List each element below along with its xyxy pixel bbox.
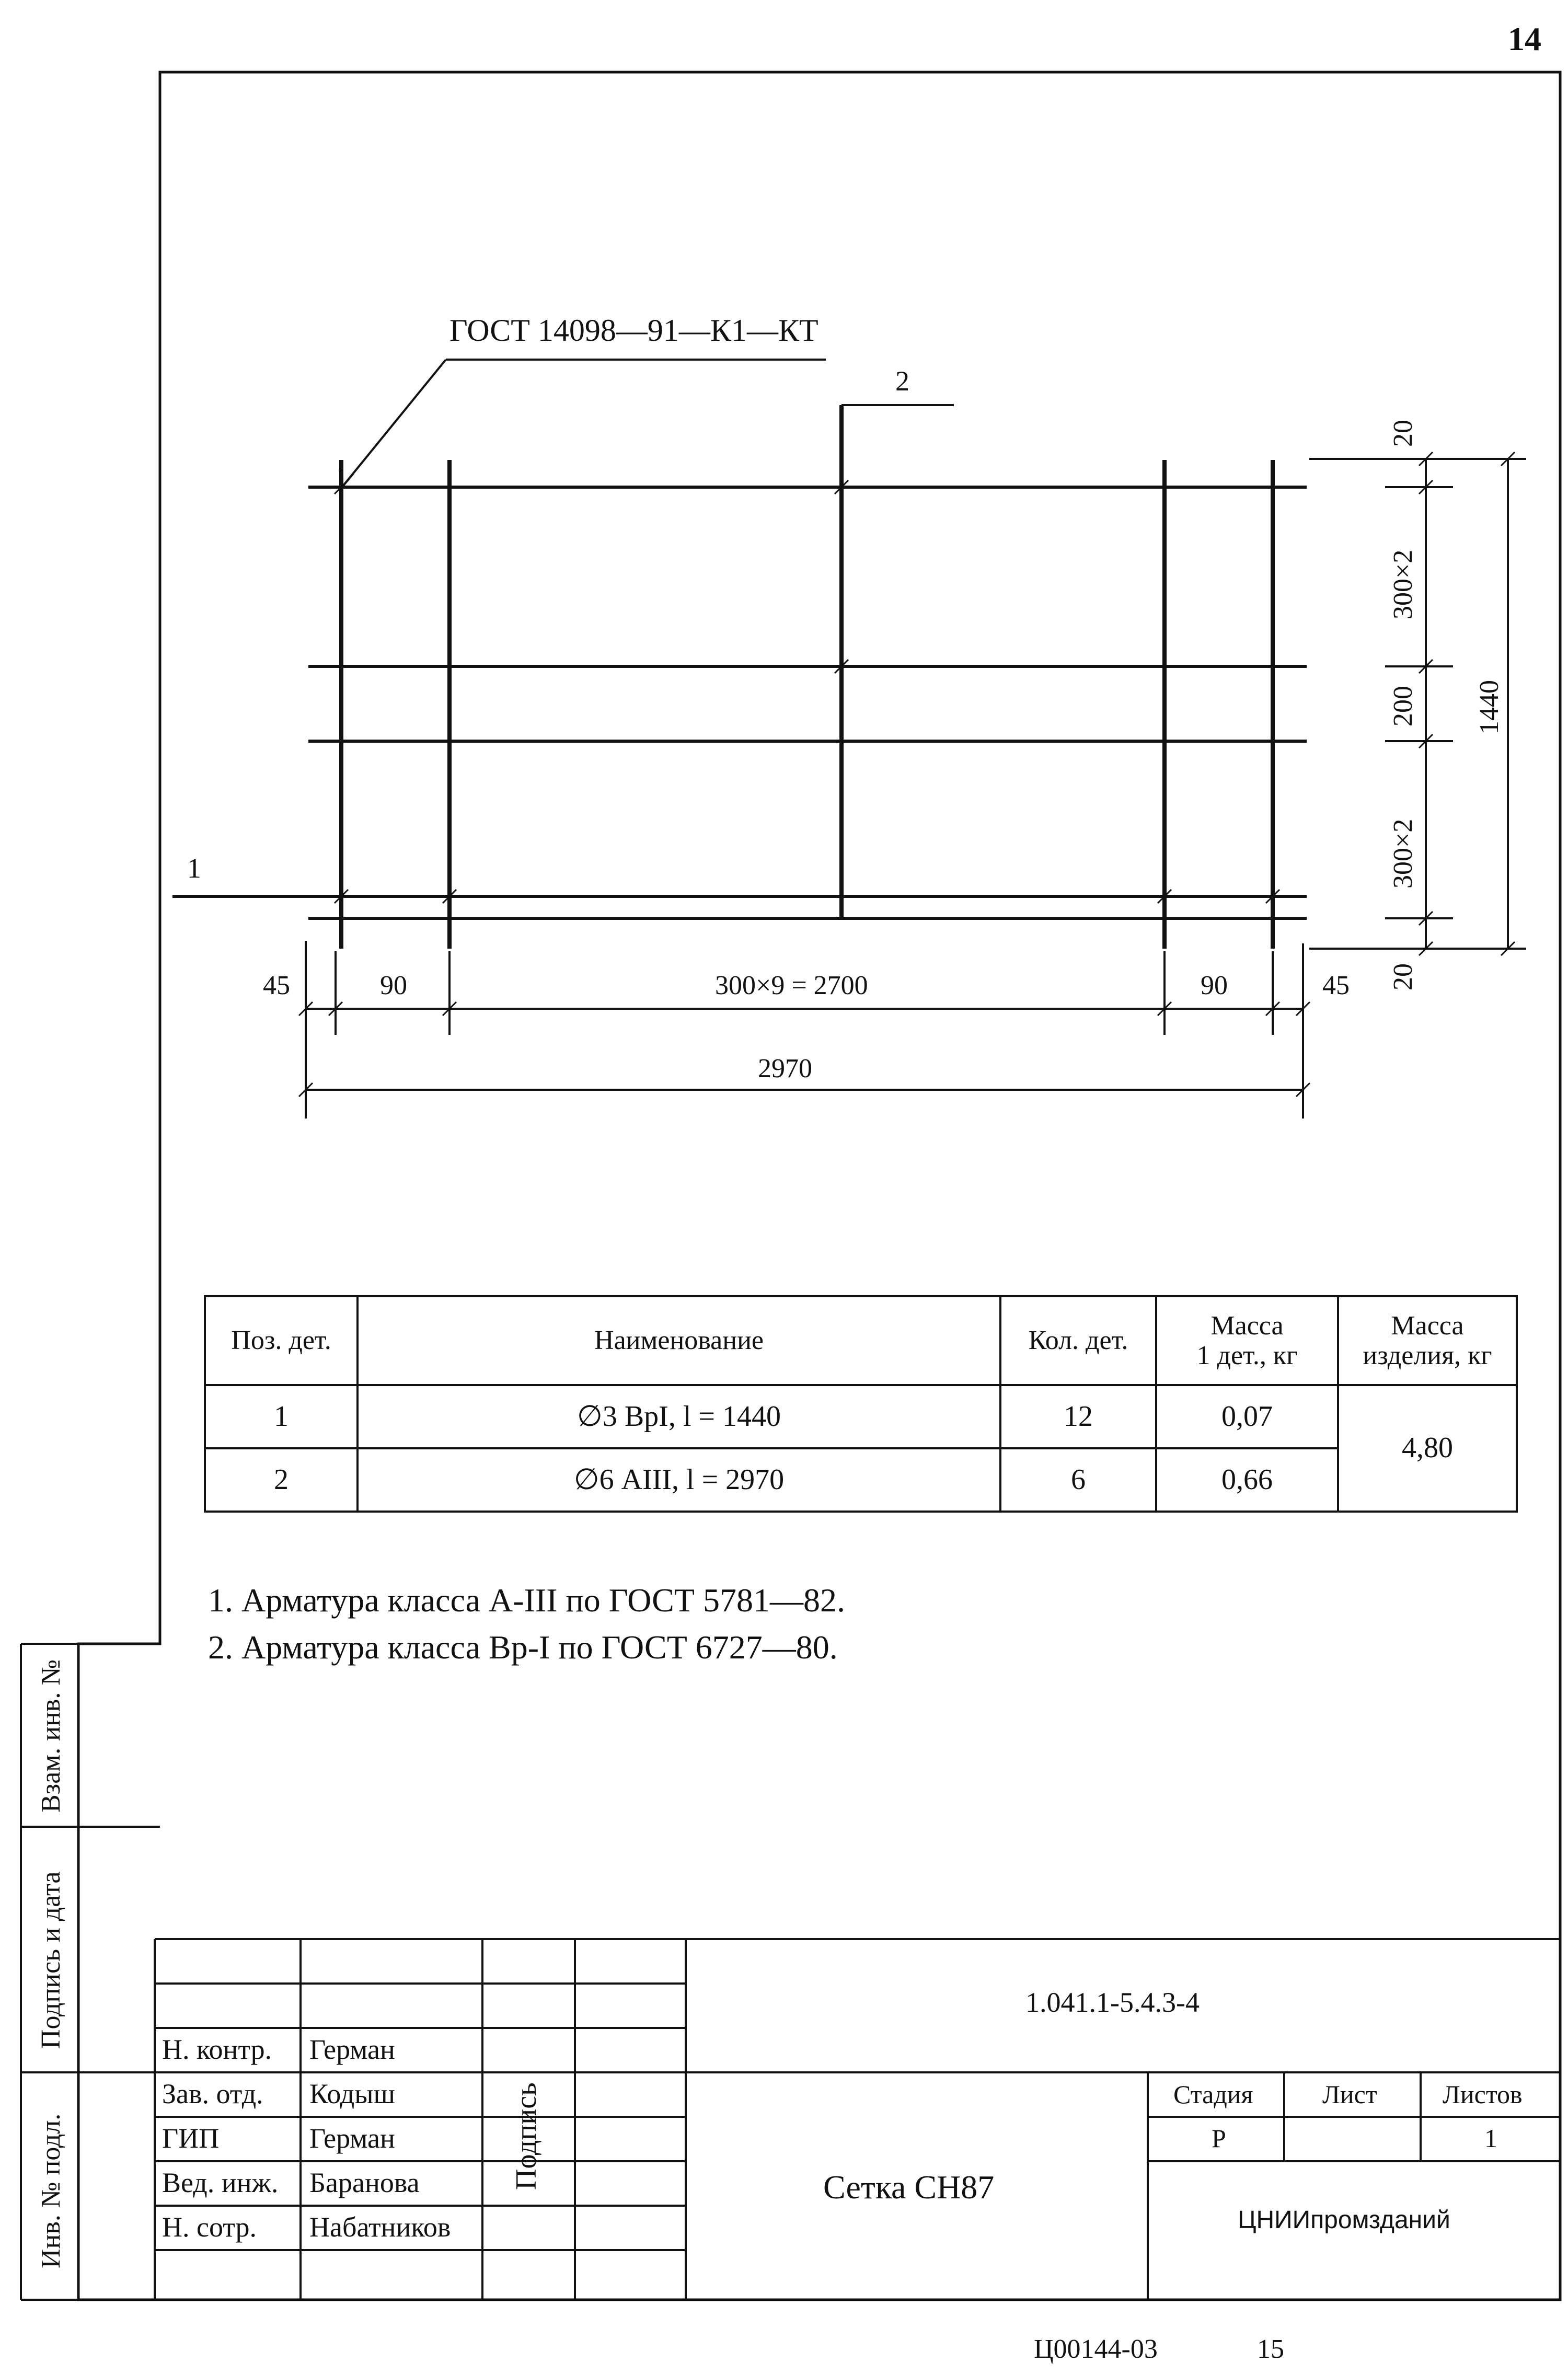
header-mass-unit bbox=[1156, 1296, 1338, 1385]
header-pos: Поз. дет. bbox=[205, 1296, 358, 1385]
side-stamp-podpis-data: Подпись и дата bbox=[36, 1871, 66, 2049]
header-qty: Кол. дет. bbox=[1000, 1296, 1156, 1385]
dim-right-gap: 90 bbox=[1201, 971, 1228, 1000]
stage-value: Р bbox=[1212, 2124, 1226, 2153]
dim-lower-span: 300×2 bbox=[1388, 818, 1418, 889]
header-name: Наименование bbox=[358, 1296, 1000, 1385]
sheets-value: 1 bbox=[1484, 2124, 1497, 2153]
note-1: 1. Арматура класса А-III по ГОСТ 5781—82. bbox=[208, 1582, 845, 1619]
note-2: 2. Арматура класса Вр-I по ГОСТ 6727—80. bbox=[208, 1629, 838, 1666]
role-ved-inzh: Вед. инж. bbox=[162, 2167, 279, 2198]
row-pos: 2 bbox=[205, 1448, 358, 1512]
dim-right-edge: 45 bbox=[1322, 971, 1350, 1000]
side-stamp-inv-podl: Инв. № подл. bbox=[36, 2113, 66, 2268]
name-gip: Герман bbox=[309, 2123, 395, 2154]
dim-middle-span: 200 bbox=[1388, 686, 1418, 727]
page-number: 14 bbox=[1508, 20, 1541, 57]
table-row bbox=[205, 1448, 1517, 1512]
name-n-kontr: Герман bbox=[309, 2034, 395, 2065]
dim-top-edge: 20 bbox=[1388, 420, 1418, 447]
dim-overall-width: 1440 bbox=[1474, 680, 1504, 734]
name-zav-otd: Кодыш bbox=[309, 2078, 396, 2109]
pos-1-label: 1 bbox=[187, 852, 201, 884]
dim-bottom-edge: 20 bbox=[1388, 963, 1418, 990]
footer-page: 15 bbox=[1257, 2334, 1284, 2364]
row-name: ∅3 ВрI, l = 1440 bbox=[358, 1385, 1000, 1448]
bottom-dimensions bbox=[299, 941, 1310, 1119]
header-mass-unit-line1: Масса bbox=[1210, 1310, 1284, 1341]
header-mass-unit-line2: 1 дет., кг bbox=[1196, 1341, 1298, 1370]
role-n-sotr: Н. сотр. bbox=[162, 2211, 257, 2243]
dim-upper-span: 300×2 bbox=[1388, 549, 1418, 619]
header-mass-total-line2: изделия, кг bbox=[1363, 1341, 1492, 1370]
signature-header: Подпись bbox=[510, 2082, 543, 2190]
role-gip: ГИП bbox=[162, 2123, 220, 2154]
spec-header-row bbox=[205, 1296, 1517, 1385]
title-block-grid bbox=[155, 1939, 1560, 2300]
row-qty: 6 bbox=[1000, 1448, 1156, 1512]
organization: ЦНИИпромзданий bbox=[1238, 2206, 1450, 2234]
name-n-sotr: Набатников bbox=[309, 2211, 451, 2243]
row-qty: 12 bbox=[1000, 1385, 1156, 1448]
row-pos: 1 bbox=[205, 1385, 358, 1448]
dim-left-gap: 90 bbox=[380, 971, 407, 1000]
table-row bbox=[205, 1385, 1517, 1448]
dim-left-edge: 45 bbox=[263, 971, 290, 1000]
name-ved-inzh: Баранова bbox=[309, 2167, 420, 2198]
sheet-header: Лист bbox=[1322, 2080, 1377, 2109]
row-mass: 0,07 bbox=[1156, 1385, 1338, 1448]
footer-code: Ц00144-03 bbox=[1034, 2334, 1158, 2364]
role-n-kontr: Н. контр. bbox=[162, 2034, 272, 2065]
header-mass-total-line1: Масса bbox=[1391, 1310, 1464, 1341]
dim-overall-length: 2970 bbox=[758, 1054, 812, 1083]
row-name: ∅6 АIII, l = 2970 bbox=[358, 1448, 1000, 1512]
side-stamp-vzam: Взам. инв. № bbox=[36, 1659, 66, 1813]
header-mass-total bbox=[1338, 1296, 1517, 1385]
dim-middle: 300×9 = 2700 bbox=[715, 971, 868, 1000]
weld-callout-leader bbox=[340, 360, 826, 486]
weld-callout-label: ГОСТ 14098—91—К1—КТ bbox=[449, 313, 818, 348]
specification-table bbox=[204, 1295, 1518, 1513]
row-mass: 0,66 bbox=[1156, 1448, 1338, 1512]
total-mass: 4,80 bbox=[1338, 1385, 1517, 1512]
role-zav-otd: Зав. отд. bbox=[162, 2078, 263, 2109]
doc-code: 1.041.1-5.4.3-4 bbox=[1025, 1987, 1200, 2018]
sheets-header: Листов bbox=[1443, 2080, 1523, 2109]
drawing-title: Сетка СН87 bbox=[823, 2169, 995, 2206]
stage-header: Стадия bbox=[1173, 2080, 1253, 2109]
pos-2-label: 2 bbox=[895, 365, 909, 397]
